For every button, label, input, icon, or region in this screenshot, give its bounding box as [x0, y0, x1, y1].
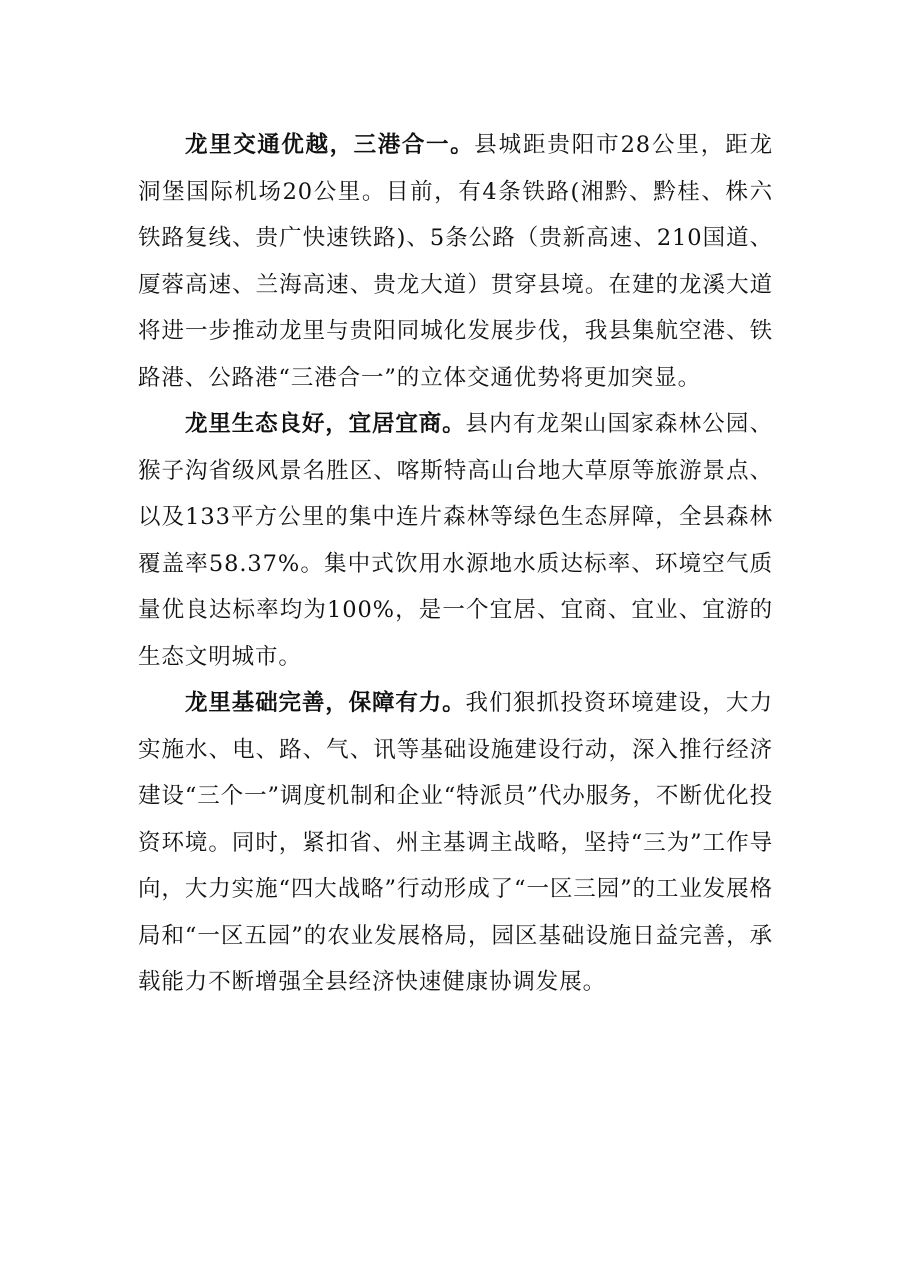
paragraph-text: 我们狠抓投资环境建设，大力实施水、电、路、气、讯等基础设施建设行动，深入推行经济建设“三个一”调度机制和企业“特派员”代办服务，不断优化投资环境。同时，紧扣省、州主基调主战略，坚持“三为”工作导向，大力实施“四大战略”行动形成了“一区三园”的工业发展格局和“一区五园”的农业发展格局，园区基础设施日益完善，承载能力不断增强全县经济快速健康协调发展。	[138, 690, 773, 995]
paragraph-infrastructure	[138, 680, 773, 1006]
paragraph-lead: 龙里交通优越，三港合一。	[185, 132, 475, 158]
paragraph-transport	[138, 122, 773, 401]
paragraph-lead: 龙里生态良好，宜居宜商。	[185, 411, 466, 437]
paragraph-text: 县内有龙架山国家森林公园、猴子沟省级风景名胜区、喀斯特高山台地大草原等旅游景点、以及133平方公里的集中连片森林等绿色生态屏障，全县森林覆盖率58.37%。集中式饮用水源地水质达标率、环境空气质量优良达标率均为100%，是一个宜居、宜商、宜业、宜游的生态文明城市。	[138, 411, 773, 670]
document-body	[138, 122, 773, 1006]
paragraph-text: 县城距贵阳市28公里，距龙洞堡国际机场20公里。目前，有4条铁路(湘黔、黔桂、株六铁路复线、贵广快速铁路)、5条公路（贵新高速、210国道、厦蓉高速、兰海高速、贵龙大道）贯穿县境。在建的龙溪大道将进一步推动龙里与贵阳同城化发展步伐，我县集航空港、铁路港、公路港“三港合一”的立体交通优势将更加突显。	[138, 132, 773, 391]
paragraph-lead: 龙里基础完善，保障有力。	[185, 690, 466, 716]
paragraph-ecology	[138, 401, 773, 680]
